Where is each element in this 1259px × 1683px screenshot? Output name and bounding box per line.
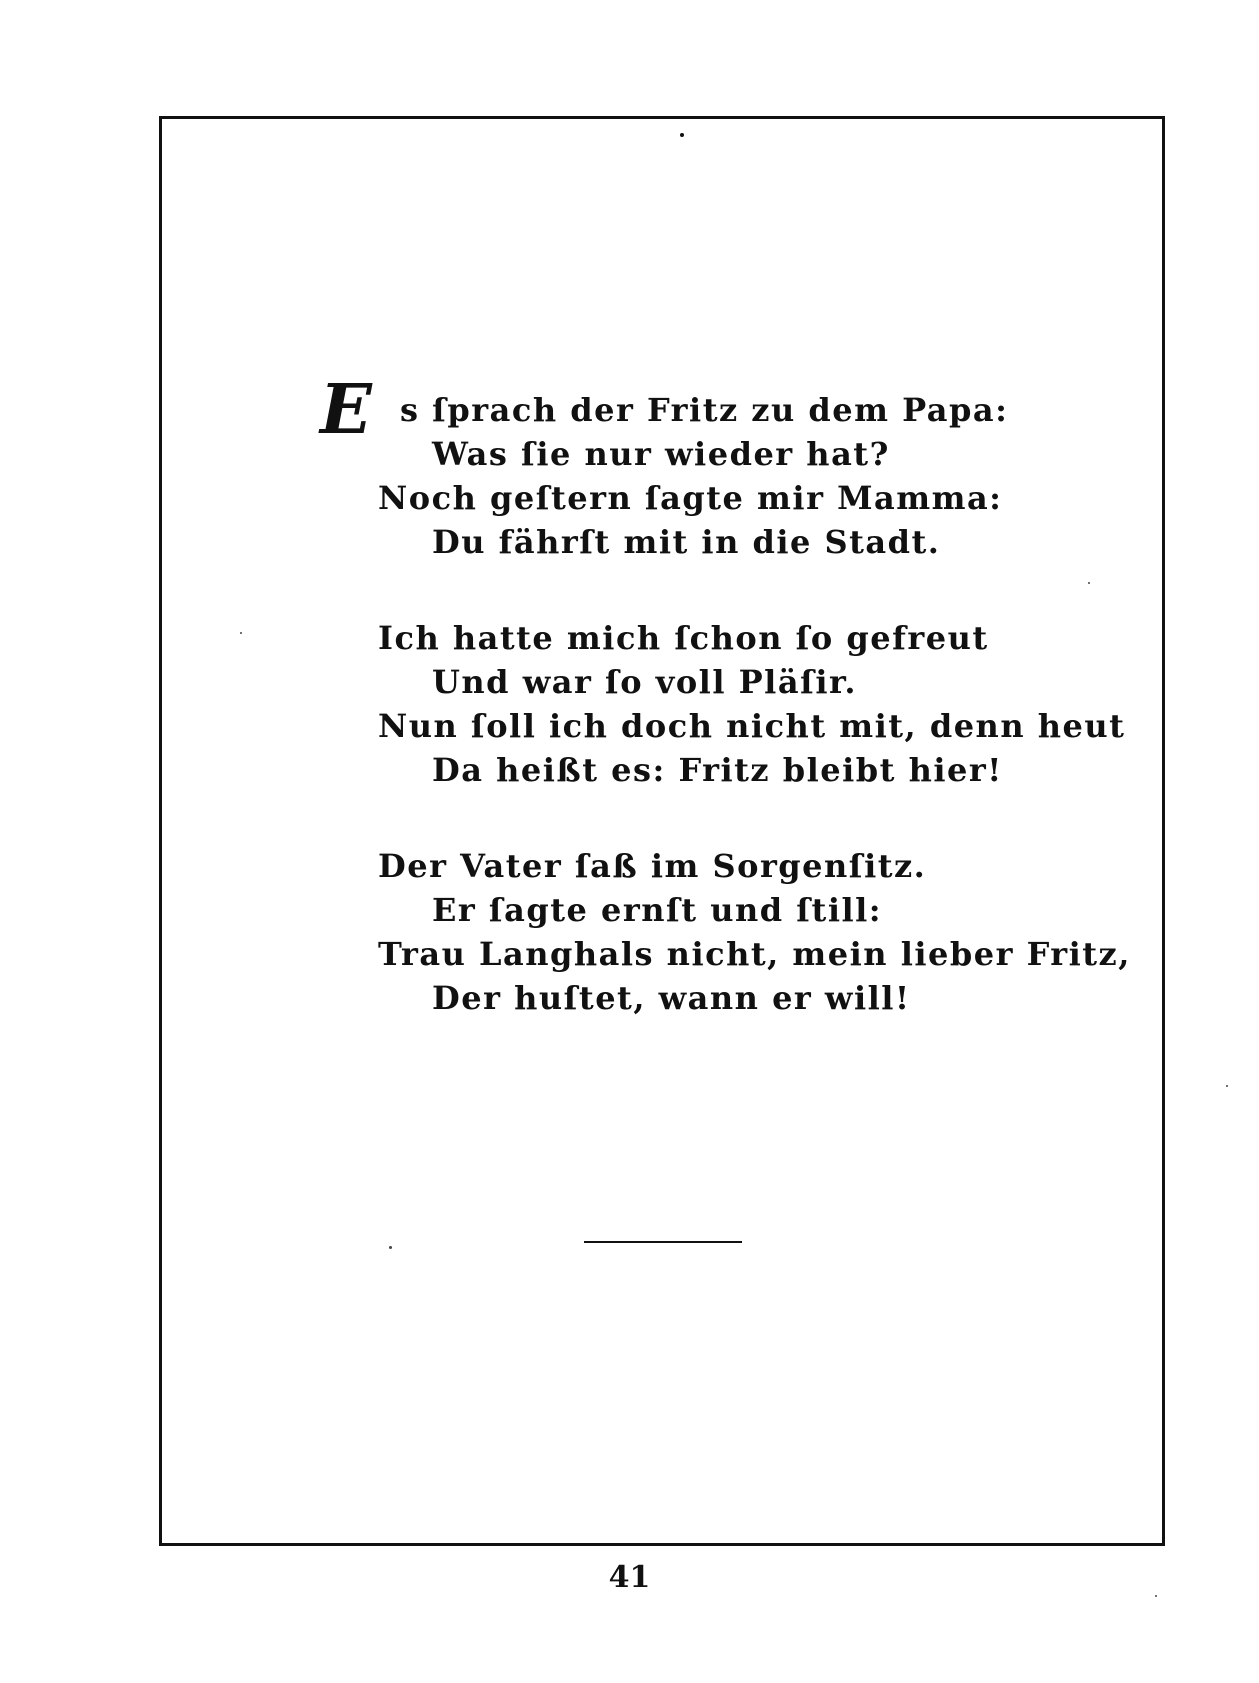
drop-cap: E (320, 370, 372, 450)
poem-line: Der huſtet, wann er will! (432, 979, 911, 1017)
poem-line: Da heißt es: Fritz bleibt hier! (432, 751, 1003, 789)
divider-rule (584, 1241, 742, 1243)
stanza-3 (320, 844, 1131, 1020)
poem-line: Ich hatte mich ſchon ſo gefreut (378, 619, 989, 657)
poem-line: Der Vater ſaß im Sorgenſitz. (378, 847, 927, 885)
poem (320, 370, 1131, 1072)
poem-line: Du fährſt mit in die Stadt. (432, 523, 941, 561)
speck (1226, 1085, 1228, 1087)
poem-line-text: s ſprach der Fritz zu dem Papa: (400, 391, 1009, 429)
frame-dot (680, 133, 684, 137)
speck (389, 1246, 392, 1249)
poem-line: Er ſagte ernſt und ſtill: (432, 891, 883, 929)
poem-line: Was ſie nur wieder hat? (432, 435, 890, 473)
speck (240, 632, 242, 634)
stanza-2 (320, 616, 1126, 792)
poem-line: Nun ſoll ich doch nicht mit, denn heut (378, 707, 1126, 745)
speck (1088, 582, 1090, 584)
poem-line: Noch geſtern ſagte mir Mamma: (378, 479, 1003, 517)
speck (1155, 1595, 1157, 1597)
stanza-1 (320, 370, 1080, 564)
page-number: 41 (608, 1560, 651, 1595)
poem-line (320, 370, 1080, 450)
poem-line: Trau Langhals nicht, mein lieber Fritz, (378, 935, 1131, 973)
poem-line: Und war ſo voll Pläſir. (432, 663, 858, 701)
